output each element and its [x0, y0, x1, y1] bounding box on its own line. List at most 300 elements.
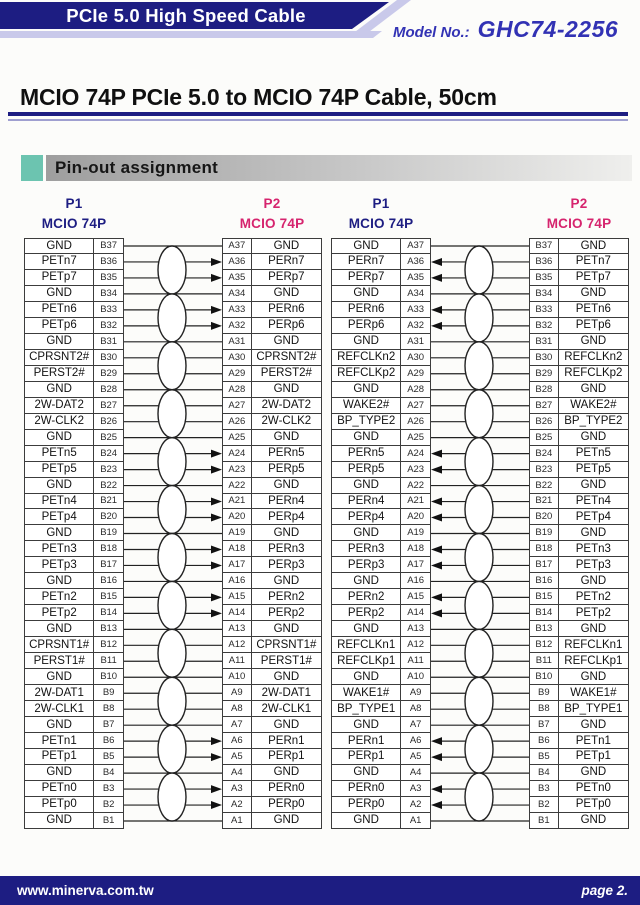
pin-signal-cell: PETn0: [559, 781, 629, 797]
pin-number-cell: B30: [94, 350, 124, 366]
pin-row: [222, 350, 322, 366]
pin-signal-cell: PERp5: [331, 462, 401, 478]
pin-signal-cell: PERn0: [252, 781, 322, 797]
pin-signal-cell: GND: [559, 334, 629, 350]
pin-row: [24, 605, 124, 621]
pin-number-cell: B23: [529, 462, 559, 478]
pin-row: [24, 589, 124, 605]
pin-row: [331, 350, 431, 366]
pin-row: [222, 701, 322, 717]
pin-row: [24, 462, 124, 478]
pin-signal-cell: REFCLKn1: [559, 637, 629, 653]
pin-number-cell: B33: [94, 302, 124, 318]
pin-row: [331, 541, 431, 557]
pin-number-cell: B1: [94, 813, 124, 829]
pin-signal-cell: GND: [252, 430, 322, 446]
pin-row: [24, 414, 124, 430]
pin-number-cell: B25: [529, 430, 559, 446]
pin-signal-cell: CPRSNT2#: [24, 350, 94, 366]
pin-row: [529, 398, 629, 414]
pin-row: [331, 669, 431, 685]
pin-signal-cell: GND: [331, 525, 401, 541]
pin-row: [529, 557, 629, 573]
pin-number-cell: A19: [222, 525, 252, 541]
pin-number-cell: A21: [401, 494, 431, 510]
pin-signal-cell: GND: [252, 238, 322, 254]
pin-signal-cell: PERn2: [331, 589, 401, 605]
pin-signal-cell: 2W-CLK2: [252, 414, 322, 430]
pin-number-cell: A37: [222, 238, 252, 254]
twisted-pair-symbol: [465, 629, 493, 677]
pin-row: [331, 366, 431, 382]
pin-row: [24, 573, 124, 589]
pin-number-cell: B29: [94, 366, 124, 382]
pin-number-cell: B3: [529, 781, 559, 797]
pin-number-cell: A6: [401, 733, 431, 749]
pin-number-cell: B20: [529, 509, 559, 525]
pin-number-cell: A3: [222, 781, 252, 797]
pin-signal-cell: GND: [252, 717, 322, 733]
pin-row: [331, 701, 431, 717]
pin-signal-cell: PETp3: [559, 557, 629, 573]
pin-signal-cell: REFCLKp2: [331, 366, 401, 382]
pin-row: [331, 414, 431, 430]
pin-signal-cell: GND: [331, 238, 401, 254]
pin-signal-cell: PERn5: [252, 446, 322, 462]
twisted-pair-symbol: [158, 438, 186, 486]
pin-number-cell: B21: [529, 494, 559, 510]
twisted-pair-symbol: [158, 534, 186, 582]
pin-row: [222, 525, 322, 541]
pin-signal-cell: PERn6: [252, 302, 322, 318]
pin-signal-cell: PERp4: [331, 509, 401, 525]
connector-header-p2: [222, 194, 322, 235]
twisted-pair-diagram: [431, 238, 529, 829]
pin-row: [24, 254, 124, 270]
pin-row: [24, 653, 124, 669]
pin-signal-cell: PETn2: [559, 589, 629, 605]
pin-row: [331, 334, 431, 350]
pin-number-cell: B32: [529, 318, 559, 334]
pin-row: [24, 430, 124, 446]
pin-number-cell: B10: [529, 669, 559, 685]
pin-number-cell: B17: [529, 557, 559, 573]
pin-number-cell: B6: [529, 733, 559, 749]
pin-row: [529, 701, 629, 717]
pin-number-cell: B13: [94, 621, 124, 637]
pin-number-cell: A5: [222, 749, 252, 765]
pin-row: [529, 254, 629, 270]
pin-row: [24, 557, 124, 573]
pin-number-cell: A12: [401, 637, 431, 653]
pin-number-cell: A11: [222, 653, 252, 669]
pin-row: [331, 494, 431, 510]
connector-label: P1: [65, 196, 83, 211]
pin-number-cell: A29: [222, 366, 252, 382]
pin-number-cell: A25: [222, 430, 252, 446]
pin-signal-cell: PETn2: [24, 589, 94, 605]
pin-signal-cell: PETp0: [559, 797, 629, 813]
pin-row: [222, 238, 322, 254]
pin-signal-cell: GND: [24, 430, 94, 446]
footer-website: www.minerva.com.tw: [17, 883, 154, 898]
pin-signal-cell: PERST1#: [24, 653, 94, 669]
pin-signal-cell: PERp1: [252, 749, 322, 765]
pin-signal-cell: WAKE2#: [559, 398, 629, 414]
pin-number-cell: A1: [222, 813, 252, 829]
pin-number-cell: A27: [222, 398, 252, 414]
title-rule-thin: [8, 119, 628, 121]
pin-row: [331, 286, 431, 302]
pin-row: [24, 733, 124, 749]
pin-number-cell: B24: [529, 446, 559, 462]
pin-signal-cell: PERn1: [331, 733, 401, 749]
twisted-pair-symbol: [465, 534, 493, 582]
pin-number-cell: A31: [401, 334, 431, 350]
pin-row: [529, 749, 629, 765]
pin-number-cell: A30: [401, 350, 431, 366]
pin-number-cell: A20: [401, 509, 431, 525]
pin-number-cell: B37: [529, 238, 559, 254]
connector-label: P2: [570, 196, 588, 211]
pin-row: [24, 669, 124, 685]
pin-signal-cell: 2W-CLK1: [24, 701, 94, 717]
pin-number-cell: B8: [529, 701, 559, 717]
pin-signal-cell: PERn1: [252, 733, 322, 749]
pin-number-cell: B37: [94, 238, 124, 254]
pin-number-cell: B3: [94, 781, 124, 797]
pin-signal-cell: GND: [24, 669, 94, 685]
pin-signal-cell: PETp5: [559, 462, 629, 478]
twisted-pair-symbol: [158, 725, 186, 773]
pin-number-cell: A13: [401, 621, 431, 637]
pin-signal-cell: PETn7: [24, 254, 94, 270]
pin-row: [24, 446, 124, 462]
pin-row: [24, 701, 124, 717]
pin-number-cell: B10: [94, 669, 124, 685]
pin-signal-cell: PERn6: [331, 302, 401, 318]
pin-row: [331, 238, 431, 254]
pin-signal-cell: PERp7: [331, 270, 401, 286]
pin-row: [24, 637, 124, 653]
pin-number-cell: A14: [401, 605, 431, 621]
twisted-pair-symbol: [158, 246, 186, 294]
pin-number-cell: B24: [94, 446, 124, 462]
connector-header-p1: [331, 194, 431, 235]
pin-row: [331, 653, 431, 669]
pin-number-cell: B34: [94, 286, 124, 302]
title-rule-thick: [8, 112, 628, 116]
pin-number-cell: B25: [94, 430, 124, 446]
pin-row: [222, 366, 322, 382]
pin-row: [222, 765, 322, 781]
pin-signal-cell: 2W-CLK2: [24, 414, 94, 430]
pin-row: [24, 797, 124, 813]
pin-number-cell: B32: [94, 318, 124, 334]
pin-number-cell: A16: [222, 573, 252, 589]
pin-number-cell: A33: [222, 302, 252, 318]
pin-row: [222, 749, 322, 765]
pin-signal-cell: REFCLKn2: [331, 350, 401, 366]
pin-number-cell: B9: [529, 685, 559, 701]
pin-number-cell: A9: [222, 685, 252, 701]
pin-row: [222, 446, 322, 462]
twisted-pair-symbol: [158, 773, 186, 821]
pin-signal-cell: PETn1: [24, 733, 94, 749]
pin-number-cell: A10: [401, 669, 431, 685]
pin-number-cell: A8: [401, 701, 431, 717]
connector-header-p2: [529, 194, 629, 235]
pin-row: [529, 685, 629, 701]
pin-signal-cell: GND: [331, 813, 401, 829]
pin-row: [24, 350, 124, 366]
pin-signal-cell: GND: [559, 238, 629, 254]
pin-signal-cell: PERp7: [252, 270, 322, 286]
pin-signal-cell: PERn4: [252, 494, 322, 510]
pin-signal-cell: GND: [559, 573, 629, 589]
pin-signal-cell: GND: [559, 286, 629, 302]
connector-type: MCIO 74P: [348, 216, 414, 232]
pin-number-cell: B2: [94, 797, 124, 813]
pin-signal-cell: PERn3: [331, 541, 401, 557]
footer-bar: [0, 876, 640, 905]
pin-row: [331, 462, 431, 478]
pin-signal-cell: GND: [252, 765, 322, 781]
pin-row: [24, 286, 124, 302]
pin-row: [331, 509, 431, 525]
pin-row: [222, 494, 322, 510]
pin-signal-cell: 2W-DAT2: [252, 398, 322, 414]
model-number: GHC74-2256: [477, 16, 619, 42]
section-bullet: [21, 155, 43, 181]
pin-row: [24, 717, 124, 733]
pin-number-cell: B22: [529, 478, 559, 494]
pin-row: [222, 382, 322, 398]
pin-number-cell: A26: [401, 414, 431, 430]
pin-signal-cell: PETp2: [559, 605, 629, 621]
pinout-group-1: [24, 194, 322, 829]
pin-signal-cell: GND: [24, 525, 94, 541]
pin-row: [24, 238, 124, 254]
pin-signal-cell: PERn7: [252, 254, 322, 270]
pin-row: [331, 781, 431, 797]
pin-row: [24, 494, 124, 510]
pin-number-cell: A2: [222, 797, 252, 813]
pin-row: [24, 334, 124, 350]
pin-row: [222, 781, 322, 797]
pin-row: [331, 765, 431, 781]
pin-signal-cell: GND: [252, 573, 322, 589]
twisted-pair-symbol: [465, 438, 493, 486]
pin-number-cell: B35: [529, 270, 559, 286]
pin-signal-cell: PERST2#: [252, 366, 322, 382]
pin-number-cell: B19: [94, 525, 124, 541]
pin-signal-cell: 2W-DAT1: [252, 685, 322, 701]
pin-row: [529, 525, 629, 541]
pin-row: [222, 813, 322, 829]
pin-signal-cell: BP_TYPE1: [331, 701, 401, 717]
pin-row: [331, 318, 431, 334]
pin-row: [331, 430, 431, 446]
pin-number-cell: B4: [529, 765, 559, 781]
pin-number-cell: B12: [94, 637, 124, 653]
pin-signal-cell: GND: [252, 525, 322, 541]
pin-signal-cell: GND: [252, 286, 322, 302]
pin-row: [24, 685, 124, 701]
pin-signal-cell: REFCLKp1: [331, 653, 401, 669]
pin-number-cell: B14: [94, 605, 124, 621]
pin-number-cell: B31: [529, 334, 559, 350]
pin-row: [24, 749, 124, 765]
pin-signal-cell: PETn3: [24, 541, 94, 557]
pin-signal-cell: 2W-DAT2: [24, 398, 94, 414]
pin-row: [529, 605, 629, 621]
pin-row: [222, 653, 322, 669]
pin-signal-cell: PETp7: [559, 270, 629, 286]
pin-row: [331, 270, 431, 286]
pin-number-cell: B1: [529, 813, 559, 829]
twisted-pair-symbol: [158, 677, 186, 725]
pin-row: [331, 589, 431, 605]
pin-number-cell: B5: [529, 749, 559, 765]
pin-signal-cell: PETp1: [24, 749, 94, 765]
pin-number-cell: A30: [222, 350, 252, 366]
pin-number-cell: A37: [401, 238, 431, 254]
pin-row: [529, 286, 629, 302]
pin-number-cell: B27: [529, 398, 559, 414]
pin-number-cell: A24: [401, 446, 431, 462]
pin-row: [222, 398, 322, 414]
pin-row: [331, 717, 431, 733]
pin-row: [529, 238, 629, 254]
pin-signal-cell: GND: [252, 621, 322, 637]
pin-number-cell: A6: [222, 733, 252, 749]
pin-signal-cell: GND: [24, 334, 94, 350]
pin-signal-cell: PETn1: [559, 733, 629, 749]
pin-number-cell: A22: [222, 478, 252, 494]
pin-row: [529, 334, 629, 350]
pin-signal-cell: CPRSNT1#: [24, 637, 94, 653]
pin-number-cell: A32: [401, 318, 431, 334]
pin-number-cell: B12: [529, 637, 559, 653]
pin-row: [24, 270, 124, 286]
pin-signal-cell: GND: [331, 765, 401, 781]
pin-row: [222, 318, 322, 334]
pin-number-cell: A8: [222, 701, 252, 717]
pin-signal-cell: PETn7: [559, 254, 629, 270]
pin-row: [331, 478, 431, 494]
pin-signal-cell: GND: [331, 478, 401, 494]
pin-signal-cell: PETp0: [24, 797, 94, 813]
pin-number-cell: B34: [529, 286, 559, 302]
twisted-pair-symbol: [158, 390, 186, 438]
twisted-pair-symbol: [465, 773, 493, 821]
pin-row: [331, 302, 431, 318]
pin-signal-cell: GND: [252, 478, 322, 494]
pin-row: [222, 254, 322, 270]
pin-number-cell: B7: [529, 717, 559, 733]
pin-number-cell: B29: [529, 366, 559, 382]
pin-signal-cell: PETn4: [559, 494, 629, 510]
pin-row: [222, 797, 322, 813]
pin-number-cell: A26: [222, 414, 252, 430]
pin-row: [529, 509, 629, 525]
pin-signal-cell: BP_TYPE2: [559, 414, 629, 430]
pin-row: [222, 430, 322, 446]
pin-signal-cell: GND: [559, 669, 629, 685]
connector-label: P1: [372, 196, 390, 211]
pin-row: [529, 781, 629, 797]
pin-signal-cell: PERp3: [252, 557, 322, 573]
pin-signal-cell: PERp1: [331, 749, 401, 765]
pin-number-cell: A28: [222, 382, 252, 398]
pin-signal-cell: GND: [559, 717, 629, 733]
pin-signal-cell: PETn6: [559, 302, 629, 318]
pin-signal-cell: PETp4: [24, 509, 94, 525]
twisted-pair-symbol: [158, 629, 186, 677]
pin-number-cell: A21: [222, 494, 252, 510]
pin-number-cell: A18: [401, 541, 431, 557]
pin-number-cell: B35: [94, 270, 124, 286]
p1-pin-table: [24, 238, 124, 829]
pin-row: [331, 446, 431, 462]
pin-row: [24, 621, 124, 637]
pin-row: [331, 621, 431, 637]
connector-header-p1: [24, 194, 124, 235]
pin-signal-cell: GND: [24, 573, 94, 589]
twisted-pair-symbol: [465, 581, 493, 629]
pin-number-cell: B6: [94, 733, 124, 749]
pin-number-cell: B17: [94, 557, 124, 573]
pin-row: [331, 685, 431, 701]
pin-number-cell: B33: [529, 302, 559, 318]
pin-signal-cell: WAKE1#: [559, 685, 629, 701]
pin-signal-cell: PETp6: [559, 318, 629, 334]
pin-row: [529, 653, 629, 669]
pin-signal-cell: PETn0: [24, 781, 94, 797]
pin-signal-cell: PERp4: [252, 509, 322, 525]
pin-number-cell: A4: [401, 765, 431, 781]
pin-number-cell: B26: [94, 414, 124, 430]
pin-number-cell: A34: [222, 286, 252, 302]
pin-signal-cell: BP_TYPE1: [559, 701, 629, 717]
pin-row: [24, 813, 124, 829]
pin-signal-cell: REFCLKp2: [559, 366, 629, 382]
pin-number-cell: B30: [529, 350, 559, 366]
pin-signal-cell: PETp2: [24, 605, 94, 621]
pin-number-cell: B11: [94, 653, 124, 669]
pin-row: [331, 573, 431, 589]
pin-signal-cell: GND: [252, 813, 322, 829]
pin-number-cell: A23: [222, 462, 252, 478]
pin-number-cell: A36: [401, 254, 431, 270]
p2-pin-table: [222, 238, 322, 829]
pin-row: [529, 573, 629, 589]
pin-signal-cell: PETn6: [24, 302, 94, 318]
pin-row: [529, 669, 629, 685]
pin-row: [529, 478, 629, 494]
pin-row: [24, 302, 124, 318]
twisted-pair-diagram: [124, 238, 222, 829]
pin-signal-cell: PETp4: [559, 509, 629, 525]
pin-number-cell: A35: [222, 270, 252, 286]
connector-type: MCIO 74P: [239, 216, 305, 232]
pin-signal-cell: PETp6: [24, 318, 94, 334]
pin-row: [529, 494, 629, 510]
footer-page-number: page 2.: [581, 883, 628, 898]
pin-signal-cell: PETp1: [559, 749, 629, 765]
pin-row: [24, 366, 124, 382]
